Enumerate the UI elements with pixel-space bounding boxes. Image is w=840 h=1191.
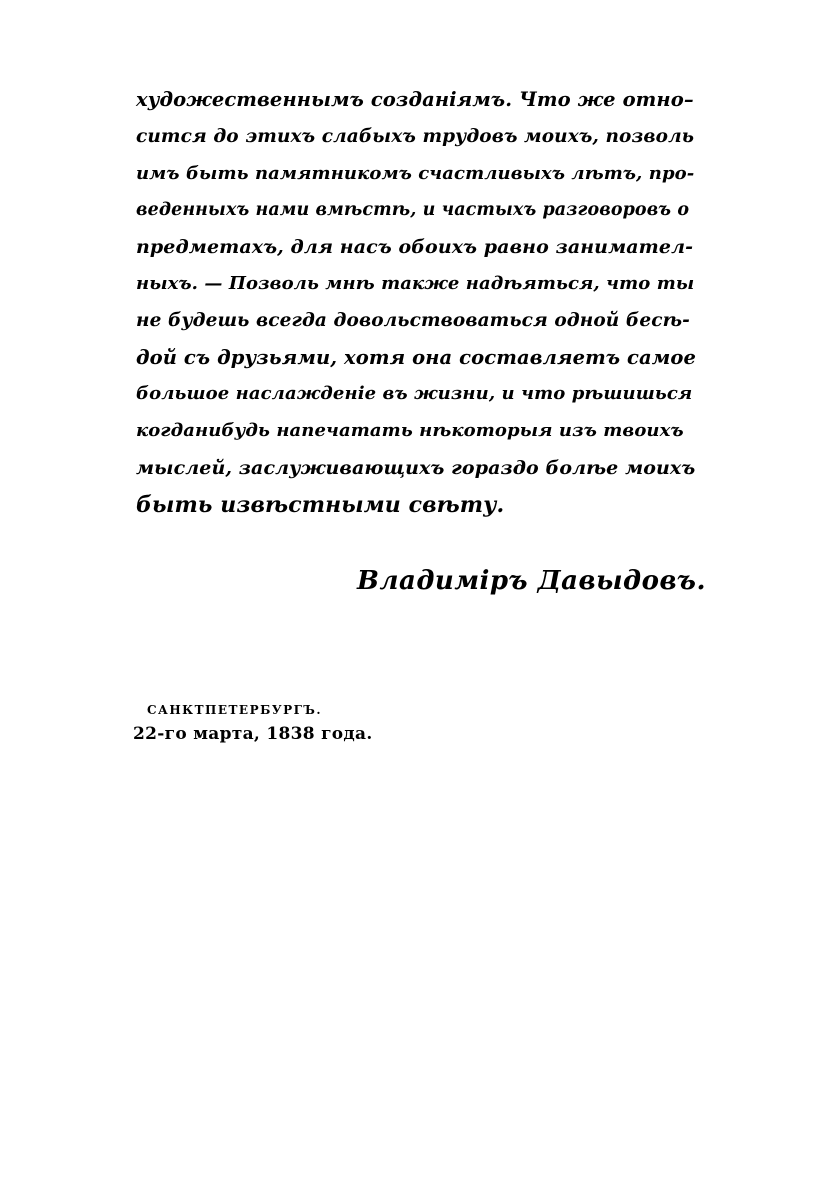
letter-date: 22-го марта, 1838 года. [133, 724, 373, 744]
text-line: предметахъ, для насъ обоихъ равно занимател- [136, 236, 694, 259]
text-line: большое наслажденіе въ жизни, и что рѣшишься [136, 383, 693, 405]
signature: Владиміръ Давыдовъ. [357, 566, 707, 596]
text-line: имъ быть памятникомъ счастливыхъ лѣтъ, про- [136, 162, 695, 184]
text-line: дой съ друзьями, хотя она составляетъ самое [136, 345, 696, 369]
text-line: ныхъ. — Позволь мнѣ также надѣяться, что ты [136, 272, 695, 294]
text-line: веденныхъ нами вмѣстѣ, и частыхъ разговоровъ о [136, 200, 690, 221]
text-line: мыслей, заслуживающихъ гораздо болѣе моихъ [136, 456, 696, 479]
text-line: когданибудь напечатать нѣкоторыя изъ твоихъ [136, 420, 684, 442]
text-line: не будешь всегда довольствоваться одной бесѣ- [136, 309, 690, 331]
place-and-date [133, 700, 373, 746]
place-name: САНКТПЕТЕРБУРГЪ. [147, 703, 323, 717]
letter-body [136, 82, 696, 524]
text-line: быть извѣстными свѣту. [136, 491, 505, 518]
text-line: художественнымъ созданіямъ. Что же отно– [136, 88, 694, 111]
text-line: сится до этихъ слабыхъ трудовъ моихъ, позволь [136, 125, 695, 147]
